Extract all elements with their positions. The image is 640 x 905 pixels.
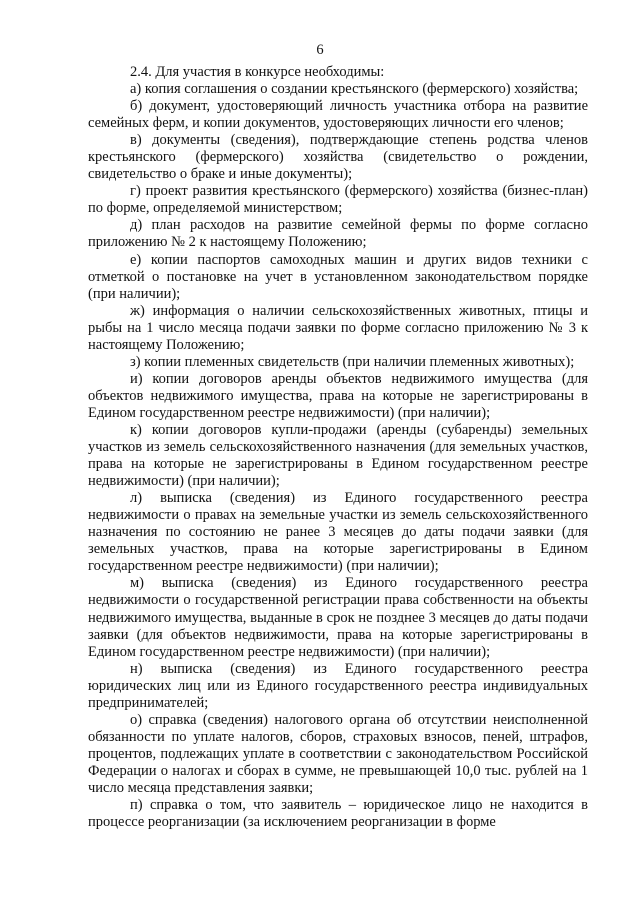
- list-item-a: а) копия соглашения о создании крестьянского (фермерского) хозяйства;: [130, 81, 579, 98]
- list-item-l: л) выписка (сведения) из Единого государственного реестра недвижимости о правах на земельные участки из земель сельскохозяйственного назначения по состоянию не ранее 3 месяцев до даты подачи заявки (для земельных участков, права на которые зарегистрированы в Едином государственном реестре недвижимости) (при наличии);: [88, 490, 588, 575]
- document-body: [88, 64, 588, 831]
- list-item-m: м) выписка (сведения) из Единого государственного реестра недвижимости о государственной регистрации права собственности на объекты недвижимого имущества, выданные в срок не позднее 3 месяцев до даты подачи заявки (для объектов недвижимости, права на которые зарегистрированы в Едином государственном реестре недвижимости) (при наличии);: [88, 575, 588, 660]
- paragraph-2-4-intro: 2.4. Для участия в конкурсе необходимы:: [130, 64, 385, 80]
- list-item-i: и) копии договоров аренды объектов недвижимого имущества (для объектов недвижимого имущества, права на которые не зарегистрированы в Едином государственном реестре недвижимости) (при наличии);: [88, 370, 588, 421]
- list-item-b: б) документ, удостоверяющий личность участника отбора на развитие семейных ферм, и копии документов, удостоверяющих личности его членов;: [88, 98, 588, 132]
- list-item-e: е) копии паспортов самоходных машин и других видов техники с отметкой о постановке на учет в установленном законодательством порядке (при наличии);: [88, 251, 588, 302]
- list-item-v: в) документы (сведения), подтверждающие степень родства членов крестьянского (фермерского) хозяйства (свидетельство о рождении, свидетельство о браке и иные документы);: [88, 132, 588, 183]
- list-item-d: д) план расходов на развитие семейной фермы по форме согласно приложению № 2 к настоящему Положению;: [88, 217, 588, 251]
- list-item-zh: ж) информация о наличии сельскохозяйственных животных, птицы и рыбы на 1 число месяца подачи заявки по форме согласно приложению № 3 к настоящему Положению;: [88, 302, 588, 353]
- list-item-p: п) справка о том, что заявитель – юридическое лицо не находится в процессе реорганизации (за исключением реорганизации в форме: [88, 797, 588, 831]
- list-item-o: о) справка (сведения) налогового органа об отсутствии неисполненной обязанности по уплате налогов, сборов, страховых взносов, пеней, штрафов, процентов, подлежащих уплате в соответствии с законодательством Российской Федерации о налогах и сборах в сумме, не превышающей 10,0 тыс. рублей на 1 число месяца представления заявки;: [88, 711, 588, 796]
- list-item-k: к) копии договоров купли-продажи (аренды (субаренды) земельных участков из земель сельскохозяйственного назначения (для земельных участков, права на которые не зарегистрированы в Едином государственном реестре недвижимости) (при наличии);: [88, 421, 588, 490]
- list-item-z: з) копии племенных свидетельств (при наличии племенных животных);: [130, 353, 575, 370]
- list-item-g: г) проект развития крестьянского (фермерского) хозяйства (бизнес-план) по форме, определяемой министерством;: [88, 183, 588, 217]
- list-item-n: н) выписка (сведения) из Единого государственного реестра юридических лиц или из Единого государственного реестра индивидуальных предпринимателей;: [88, 660, 588, 711]
- page-number: 6: [316, 42, 324, 58]
